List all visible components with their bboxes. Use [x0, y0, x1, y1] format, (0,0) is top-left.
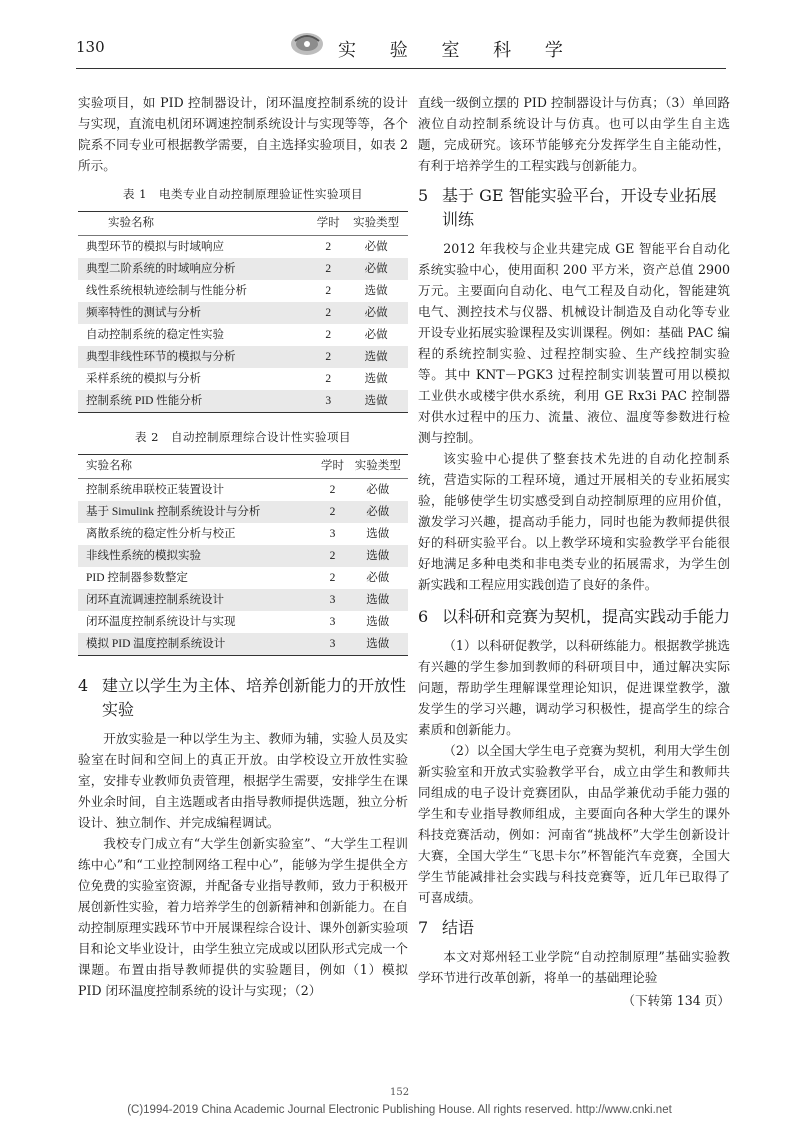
- table-cell: 选做: [348, 589, 408, 611]
- right-column: [418, 92, 730, 1011]
- table-cell: 采样系统的模拟与分析: [86, 372, 201, 385]
- table1-header-type: 实验类型: [344, 212, 408, 236]
- footer-page-number: 152: [390, 1087, 410, 1098]
- table-row: [78, 501, 408, 523]
- section-title: 以科研和竞赛为契机，提高实践动手能力: [442, 607, 731, 626]
- table-cell: 典型环节的模拟与时域响应: [86, 240, 224, 253]
- table-cell: 自动控制系统的稳定性实验: [86, 328, 224, 341]
- table1-caption: 表 1 电类专业自动控制原理验证性实验项目: [123, 187, 363, 201]
- section-title: 建立以学生为主体、培养创新能力的开放性实验: [102, 676, 407, 719]
- table-row: [78, 280, 408, 302]
- section6-heading: [418, 605, 730, 629]
- table-row: [78, 324, 408, 346]
- table-cell: 2: [312, 258, 344, 280]
- table-cell: 2: [325, 328, 332, 341]
- table-cell: 闭环直流调速控制系统设计: [78, 589, 317, 611]
- table-row: [78, 589, 408, 611]
- table-cell: 频率特性的测试与分析: [78, 302, 312, 324]
- table-row: [78, 523, 408, 545]
- table-cell: 3: [317, 589, 347, 611]
- table-cell: 典型非线性环节的模拟与分析: [78, 346, 312, 368]
- section5-paragraph-2: 该实验中心提供了整套技术先进的自动化控制系统，营造实际的工程环境，通过开展相关的专业拓展实验，能够使学生切实感受到自动控制原理的应用价值，激发学习兴趣，提高动手能力，同时也能为教师提供很好的科研实验平台。以上教学环境和实验教学平台能很好地满足多种电类和非电类专业的拓展需求，为学生创新实践和工程应用实践创造了良好的条件。: [418, 451, 730, 592]
- section-title: 结语: [442, 918, 475, 937]
- table-cell: 基于 Simulink 控制系统设计与分析: [78, 501, 317, 523]
- table-row: [78, 479, 408, 502]
- table-cell: 2: [325, 372, 332, 385]
- table-cell: 闭环温度控制系统设计与实现: [86, 615, 236, 628]
- table-cell: 选做: [344, 346, 408, 368]
- section-number: 5: [418, 186, 429, 205]
- table-cell: 必做: [348, 501, 408, 523]
- section4-heading: [78, 674, 408, 722]
- table-cell: PID 控制器参数整定: [86, 571, 188, 584]
- table-cell: 2: [312, 302, 344, 324]
- table-cell: 选做: [348, 633, 408, 656]
- table-cell: 3: [329, 527, 336, 540]
- section-number: 6: [418, 607, 429, 626]
- table-cell: 必做: [344, 302, 408, 324]
- table-cell: 模拟 PID 温度控制系统设计: [78, 633, 317, 656]
- table-row: [78, 302, 408, 324]
- table-row: [78, 567, 408, 589]
- table-cell: 选做: [366, 527, 390, 540]
- table1-header-hours: 学时: [312, 212, 344, 236]
- table-cell: 选做: [364, 284, 388, 297]
- section5-paragraph-1: 2012 年我校与企业共建完成 GE 智能平台自动化系统实验中心，使用面积 200 平方米，资产总值 2900 万元。主要面向自动化、电气工程及自动化，智能建筑电气、测控技术与仪器、机械设计制造及自动化等专业开设专业拓展实验课程及实训课程。例如：基础 PAC 编程的系统控制实验、过程控制实验、生产线控制实验等。其中 KNT－PGK3 过程控制实训装置可用以模拟工业供水或楼宇供水系统，利用 GE Rx3i PAC 控制器对供水过程中的压力、流量、液位、温度等参数进行检测与控制。: [418, 241, 730, 445]
- table-cell: 必做: [344, 258, 408, 280]
- page-number: 130: [76, 38, 105, 56]
- section4-paragraph-2: 我校专门成立有“大学生创新实验室”、“大学生工程训练中心”和“工业控制网络工程中心”，能够为学生提供全方位免费的实验室资源，并配备专业指导教师，致力于积极开展创新性实验，着力培养学生的创新精神和创新能力。在自动控制原理实践环节中开展课程综合设计、课外创新实验项目和论文毕业设计，由学生独立完成或以团队形式完成一个课题。布置由指导教师提供的实验题目，例如（1）模拟 PID 闭环温度控制系统的设计与实现；（2）: [78, 836, 408, 998]
- table-cell: 选做: [344, 390, 408, 413]
- table-row: [78, 368, 408, 390]
- table-cell: 控制系统串联校正装置设计: [86, 483, 224, 496]
- table-row: [78, 258, 408, 280]
- table-cell: 必做: [366, 571, 390, 584]
- table-cell: 选做: [366, 615, 390, 628]
- table-row: [78, 545, 408, 567]
- table-cell: 2: [329, 571, 336, 584]
- left-intro-paragraph: 实验项目，如 PID 控制器设计，闭环温度控制系统的设计与实现，直流电机闭环调速控制系统设计与实现等等，各个院系不同专业可根据教学需要，自主选择实验项目，如表 2 所示。: [78, 95, 408, 173]
- table-cell: 必做: [366, 483, 390, 496]
- copyright-footer: (C)1994-2019 China Academic Journal Electronic Publishing House. All rights reserved. http://www.cnki.net: [127, 1104, 672, 1116]
- table-cell: 选做: [364, 372, 388, 385]
- table-cell: 线性系统根轨迹绘制与性能分析: [86, 284, 247, 297]
- section4-paragraph-1: 开放实验是一种以学生为主、教师为辅，实验人员及实验室在时间和空间上的真正开放。由学校设立开放性实验室，安排专业教师负责管理，根据学生需要，安排学生在课外业余时间，自主选题或者由指导教师提供选题，独立分析设计、独立制作、并完成编程调试。: [78, 731, 408, 830]
- table-cell: 3: [329, 615, 336, 628]
- table1: [78, 211, 408, 413]
- table-cell: 3: [312, 390, 344, 413]
- table2-caption: 表 2 自动控制原理综合设计性实验项目: [135, 430, 351, 444]
- continued-note: （下转第 134 页）: [622, 993, 730, 1008]
- table2: [78, 454, 408, 656]
- table-row: [78, 633, 408, 656]
- section-title: 基于 GE 智能实验平台，开设专业拓展训练: [442, 186, 717, 229]
- table-cell: 控制系统 PID 性能分析: [78, 390, 312, 413]
- section6-paragraph-1: （1）以科研促教学，以科研练能力。根据教学挑选有兴趣的学生参加到教师的科研项目中，通过解决实际问题，帮助学生理解课堂理论知识，促进课堂教学，激发学生的学习兴趣，调动学习积极性，提高学生的综合素质和创新能力。: [418, 638, 730, 737]
- table-cell: 2: [325, 240, 332, 253]
- table-cell: 2: [317, 545, 347, 567]
- table-cell: 离散系统的稳定性分析与校正: [86, 527, 236, 540]
- table-cell: 典型二阶系统的时域响应分析: [78, 258, 312, 280]
- table-cell: 2: [329, 483, 336, 496]
- table-row: [78, 346, 408, 368]
- table-row: [78, 611, 408, 633]
- section7-paragraph-1: 本文对郑州轻工业学院“自动控制原理”基础实验教学环节进行改革创新，将单一的基础理论验: [418, 949, 730, 985]
- table2-header-name: 实验名称: [78, 455, 317, 479]
- table-cell: 3: [317, 633, 347, 656]
- table-cell: 2: [312, 346, 344, 368]
- table1-header-name: 实验名称: [78, 212, 312, 236]
- table-cell: 2: [317, 501, 347, 523]
- table2-header-hours: 学时: [317, 455, 347, 479]
- header-rule: [76, 68, 726, 69]
- table-cell: 必做: [364, 328, 388, 341]
- table-cell: 必做: [364, 240, 388, 253]
- journal-logo-icon: [287, 29, 327, 57]
- table-cell: 非线性系统的模拟实验: [78, 545, 317, 567]
- table-cell: 2: [325, 284, 332, 297]
- table2-header-type: 实验类型: [348, 455, 408, 479]
- section5-heading: [418, 184, 730, 232]
- journal-title: 实 验 室 科 学: [338, 40, 577, 61]
- section-number: 7: [418, 918, 429, 937]
- table-cell: 选做: [348, 545, 408, 567]
- right-intro-paragraph: 直线一级倒立摆的 PID 控制器设计与仿真；（3）单回路液位自动控制系统设计与仿真。也可以由学生自主选题，完成研究。该环节能够充分发挥学生自主能动性，有利于培养学生的工程实践与创新能力。: [418, 95, 730, 173]
- section-number: 4: [78, 676, 89, 695]
- left-column: [78, 92, 408, 1001]
- table-row: [78, 236, 408, 259]
- table-row: [78, 390, 408, 413]
- section7-heading: [418, 916, 730, 940]
- section6-paragraph-2: （2）以全国大学生电子竞赛为契机，利用大学生创新实验室和开放式实验教学平台，成立由学生和教师共同组成的电子设计竞赛团队，由品学兼优动手能力强的学生和专业指导教师组成，主要面向各种大学生的课外科技竞赛活动，例如：河南省“挑战杯”大学生创新设计大赛，全国大学生“飞思卡尔”杯智能汽车竞赛，全国大学生节能减排社会实践与科技竞赛等，近几年已取得了可喜成绩。: [418, 743, 730, 905]
